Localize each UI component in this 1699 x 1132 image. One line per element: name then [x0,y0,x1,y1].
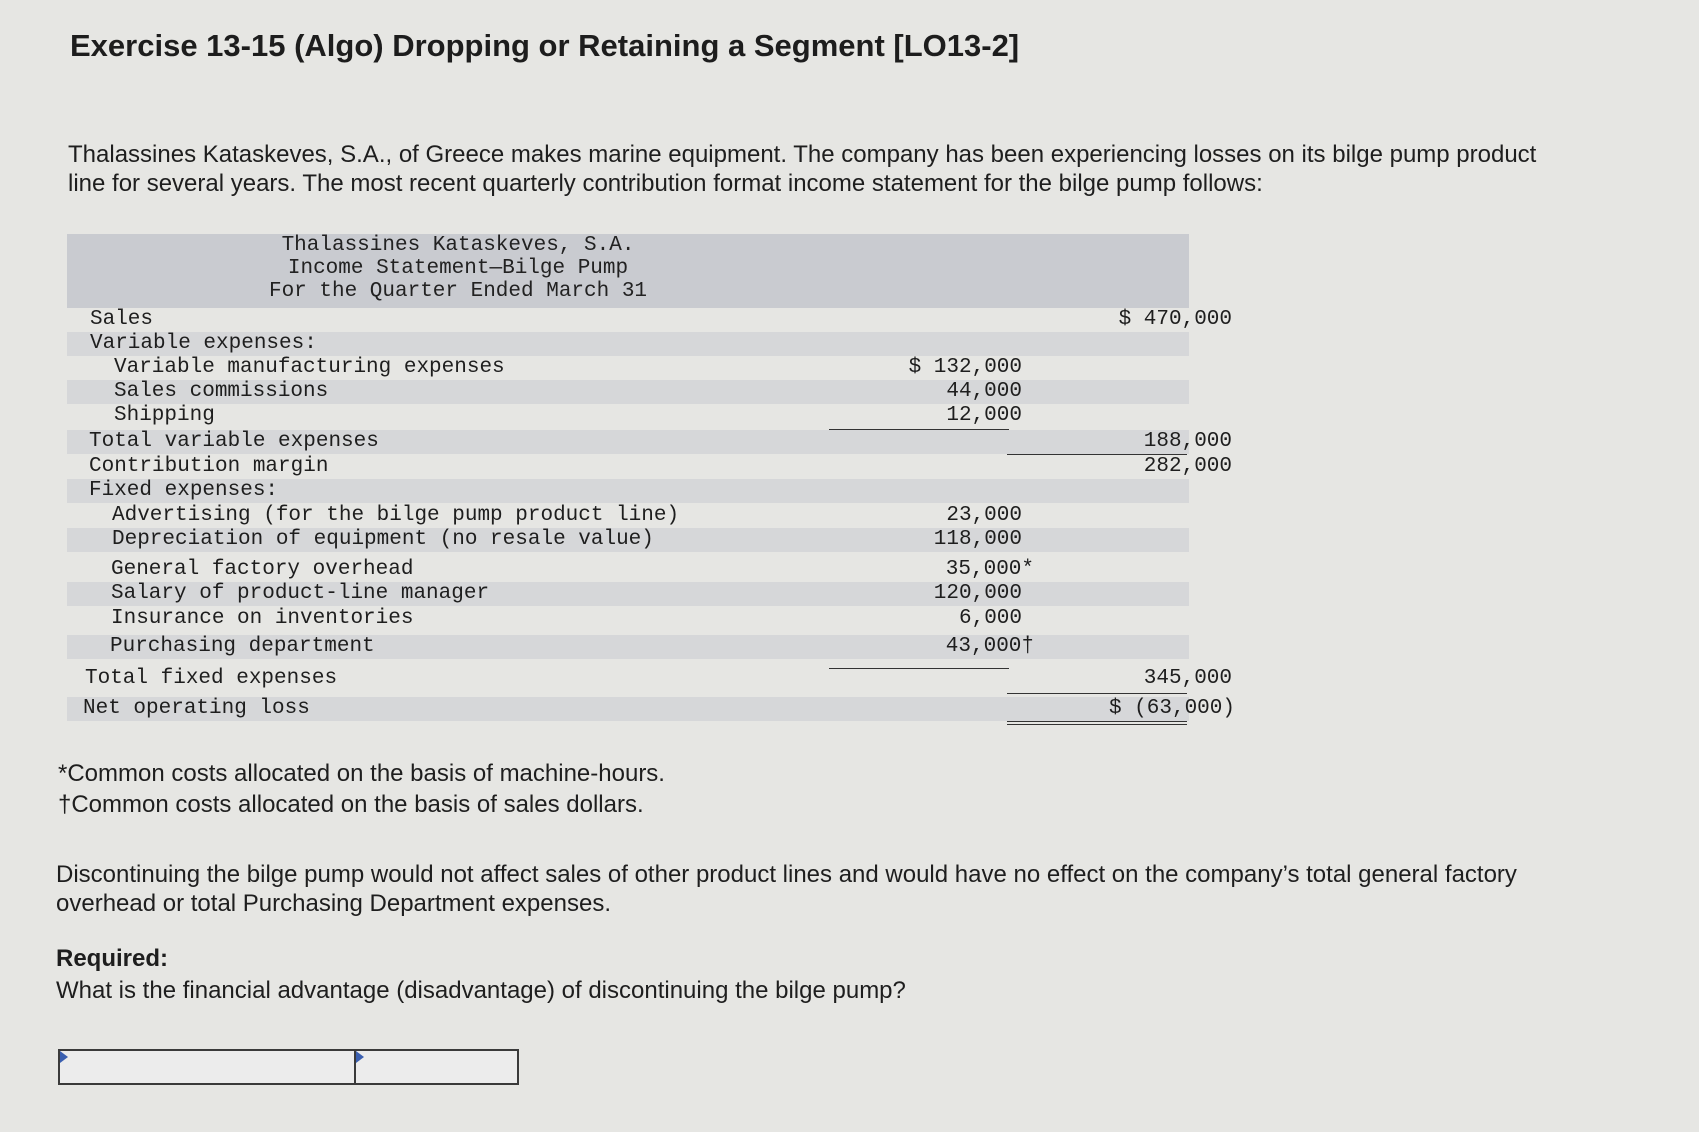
answer-label-cell[interactable] [60,1051,356,1083]
income-statement [67,234,1235,734]
statement-period: For the Quarter Ended March 31 [268,280,648,303]
page-title: Exercise 13-15 (Algo) Dropping or Retaining a Segment [LO13-2] [70,28,1020,63]
row-contribution-margin [67,455,1232,479]
fixed-item-amount: 23,000 [946,504,1022,527]
net-loss-amount: $ (63,000) [1108,697,1235,720]
fixed-item-label: Purchasing department [110,635,375,658]
fixed-item-amount: 118,000 [933,528,1022,551]
variable-item-amount: $ 132,000 [908,356,1022,379]
row-depreciation [67,528,1189,552]
row-total-fixed [67,667,1232,691]
fixed-item-label: Depreciation of equipment (no resale value) [112,528,654,551]
fixed-heading: Fixed expenses: [89,479,279,502]
contribution-margin-amount: 282,000 [1143,455,1232,478]
answer-table [58,1049,519,1085]
row-total-variable [67,430,1232,454]
row-fixed-heading [67,479,1189,503]
row-insurance [67,607,1189,631]
variable-heading: Variable expenses: [90,332,317,355]
row-product-line-manager [67,582,1189,606]
total-variable-label: Total variable expenses [89,430,379,453]
contribution-margin-label: Contribution margin [89,455,329,478]
row-advertising [67,504,1189,528]
cell-marker-icon [60,1051,68,1063]
variable-item-label: Variable manufacturing expenses [114,356,505,379]
variable-item-label: Sales commissions [114,380,329,403]
row-sales-commissions [67,380,1189,404]
row-variable-heading [67,332,1189,356]
cell-marker-icon [356,1051,364,1063]
variable-item-amount: 12,000 [946,404,1022,427]
discontinue-paragraph: Discontinuing the bilge pump would not affect sales of other product lines and would have no effect on the company’s total general factory overhead or total Purchasing Department expenses. [56,861,1517,917]
row-purchasing [67,635,1189,659]
row-shipping [67,404,1189,428]
row-net-operating-loss [67,697,1235,721]
net-loss-label: Net operating loss [83,697,310,720]
required-question: What is the financial advantage (disadvantage) of discontinuing the bilge pump? [56,977,906,1004]
total-fixed-label: Total fixed expenses [85,667,338,690]
net-loss-double-underline [1007,721,1187,725]
sales-label: Sales [90,308,154,331]
fixed-item-amount: 120,000 [933,582,1022,605]
fixed-item-amount: 43,000† [945,635,1034,658]
statement-header [67,234,1189,308]
fixed-item-label: General factory overhead [111,558,414,581]
row-sales [67,308,1232,332]
total-variable-amount: 188,000 [1143,430,1232,453]
variable-item-amount: 44,000 [946,380,1022,403]
fixed-item-label: Advertising (for the bilge pump product line) [112,504,680,527]
answer-value-cell[interactable] [356,1051,517,1083]
variable-item-label: Shipping [114,404,215,427]
fixed-item-label: Salary of product-line manager [111,582,490,605]
fixed-item-label: Insurance on inventories [111,607,414,630]
statement-name: Income Statement—Bilge Pump [287,257,629,280]
row-general-factory-overhead [67,558,1189,582]
answer-input[interactable] [356,1051,517,1083]
statement-company: Thalassines Kataskeves, S.A. [281,234,635,257]
footnote-sales-dollars: †Common costs allocated on the basis of sales dollars. [58,791,644,818]
total-fixed-underline [1007,693,1187,694]
sales-total: $ 470,000 [1118,308,1232,331]
footnote-machine-hours: *Common costs allocated on the basis of machine-hours. [58,760,665,787]
row-variable-manufacturing [67,356,1189,380]
total-fixed-amount: 345,000 [1143,667,1232,690]
fixed-item-amount: 6,000 [958,607,1022,630]
intro-paragraph: Thalassines Kataskeves, S.A., of Greece makes marine equipment. The company has been experiencing losses on its bilge pump product line for several years. The most recent quarterly contribution format income statement for the bilge pump follows: [68,141,1537,197]
fixed-item-amount: 35,000* [945,558,1034,581]
required-label: Required: [56,945,169,972]
